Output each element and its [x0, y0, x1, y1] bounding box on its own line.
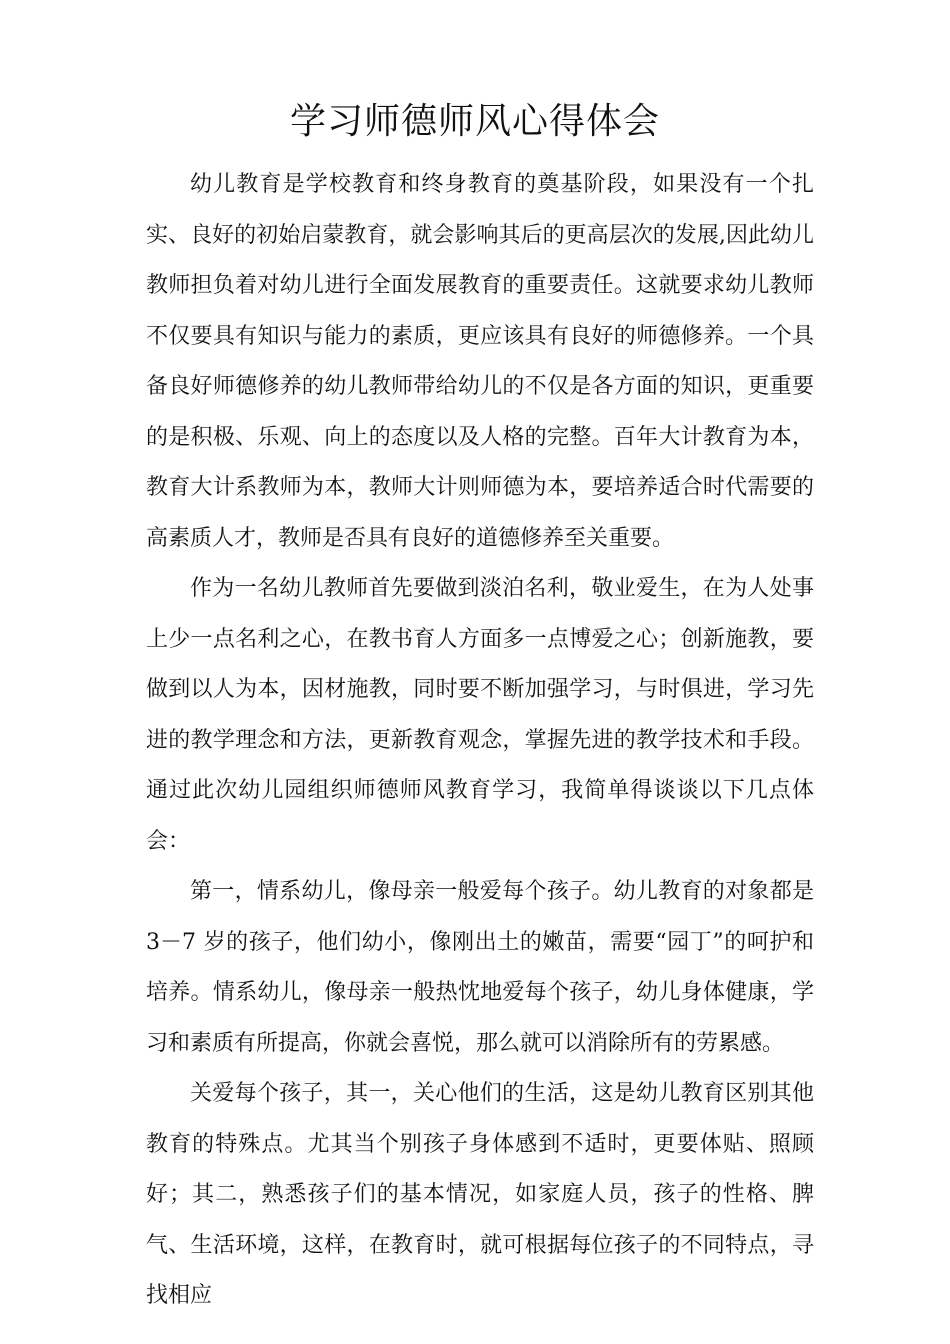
paragraph: 关爱每个孩子，其一，关心他们的生活，这是幼儿教育区别其他教育的特殊点。尤其当个别孩子身体感到不适时，更要体贴、照顾好；其二，熟悉孩子们的基本情况，如家庭人员，孩子的性格、脾气、生活环境，这样，在教育时，就可根据每位孩子的不同特点，寻找相应 [146, 1081, 814, 1308]
paragraph: 幼儿教育是学校教育和终身教育的奠基阶段，如果没有一个扎实、良好的初始启蒙教育，就会影响其后的更高层次的发展,因此幼儿教师担负着对幼儿进行全面发展教育的重要责任。这就要求幼儿教师不仅要具有知识与能力的素质，更应该具有良好的师德修养。一个具备良好师德修养的幼儿教师带给幼儿的不仅是各方面的知识，更重要的是积极、乐观、向上的态度以及人格的完整。百年大计教育为本，教育大计系教师为本，教师大计则师德为本，要培养适合时代需要的高素质人才，教师是否具有良好的道德修养至关重要。 [146, 172, 814, 551]
paragraph: 第一，情系幼儿，像母亲一般爱每个孩子。幼儿教育的对象都是3－7 岁的孩子，他们幼小，像刚出土的嫩苗，需要“园丁”的呵护和培养。情系幼儿，像母亲一般热忱地爱每个孩子，幼儿身体健康，学习和素质有所提高，你就会喜悦，那么就可以消除所有的劳累感。 [146, 879, 814, 1056]
document-body [146, 160, 814, 1322]
paragraph: 作为一名幼儿教师首先要做到淡泊名利，敬业爱生，在为人处事上少一点名利之心，在教书育人方面多一点博爱之心；创新施教，要做到以人为本，因材施教，同时要不断加强学习，与时俱进，学习先进的教学理念和方法，更新教育观念，掌握先进的教学技术和手段。通过此次幼儿园组织师德师风教育学习，我简单得谈谈以下几点体会： [146, 576, 814, 854]
document-title: 学习师德师风心得体会 [289, 101, 660, 142]
